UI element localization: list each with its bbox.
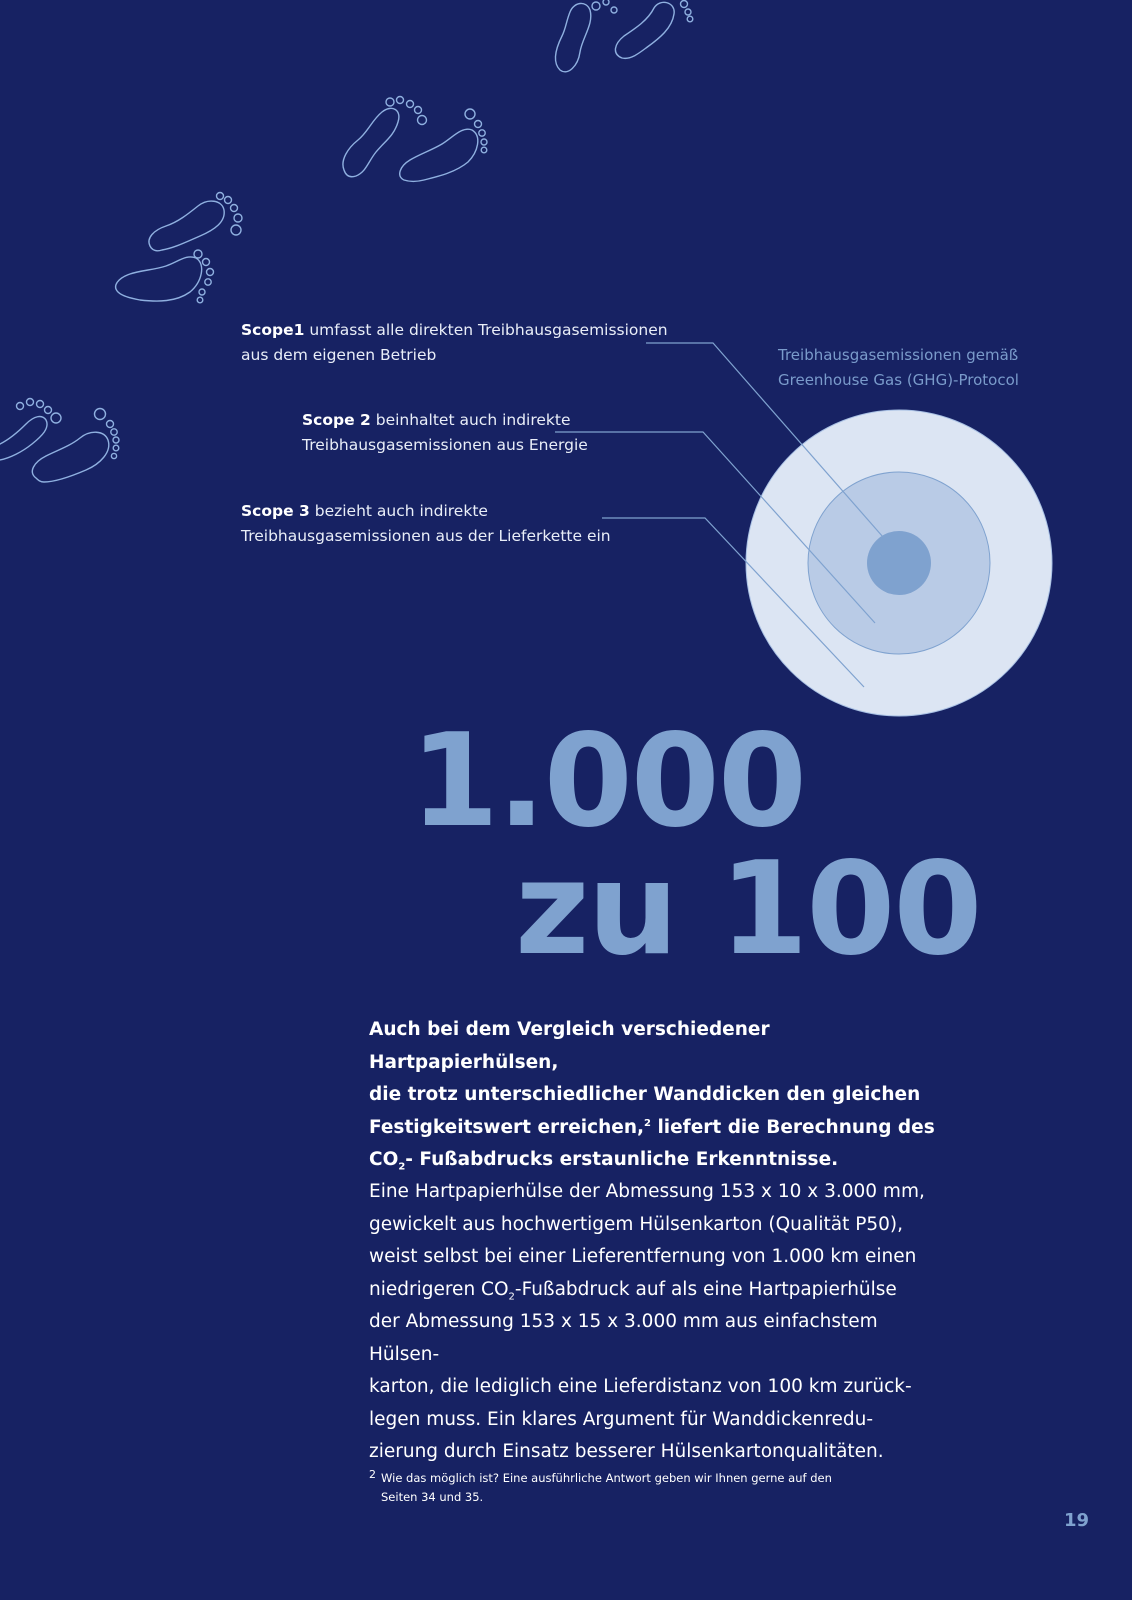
footnote-ref: 2: [644, 1117, 652, 1129]
scope-title: Scope 2: [302, 411, 371, 429]
scope-1-label: [241, 318, 668, 368]
body-line: Eine Hartpapierhülse der Abmessung 153 x 10 x 3.000 mm,: [369, 1181, 925, 1202]
ghg-label-line: Treibhausgasemissionen gemäß: [778, 346, 1019, 364]
footnote: [369, 1469, 869, 1507]
scope-text: Treibhausgasemissionen aus Energie: [302, 436, 588, 454]
body-line: niedrigeren $CO_2$-Fußabdruck auf als eine Hartpapierhülse: [369, 1278, 897, 1303]
ghg-label-line: Greenhouse Gas (GHG)-Protocol: [778, 371, 1019, 389]
body-line: gewickelt aus hochwertigem Hülsenkarton (Qualität P50),: [369, 1213, 904, 1235]
body-line: der Abmessung 153 x 15 x 3.000 mm aus einfachstem Hülsen-: [369, 1311, 878, 1365]
lead-paragraph: [369, 1014, 949, 1177]
lead-line: Auch bei dem Vergleich verschiedener Hartpapierhülsen,: [369, 1019, 770, 1073]
body-line: legen muss. Ein klares Argument für Wanddickenredu-: [369, 1408, 874, 1430]
scope-1-circle: [867, 531, 931, 595]
scope-text: Treibhausgasemissionen aus der Lieferkette ein: [241, 527, 611, 545]
body-line: weist selbst bei einer Lieferentfernung von 1.000 km einen: [369, 1246, 917, 1267]
scope-3-label: [241, 499, 611, 549]
scope-text: beinhaltet auch indirekte: [370, 411, 571, 429]
headline-line-2: zu 100: [515, 835, 981, 984]
headline-line-1: 1.000: [410, 707, 805, 856]
scope-title: Scope 3: [241, 502, 310, 520]
scope-text: aus dem eigenen Betrieb: [241, 346, 437, 364]
scope-text: bezieht auch indirekte: [309, 502, 488, 520]
ghg-protocol-label: [778, 343, 1019, 393]
lead-line: die trotz unterschiedlicher Wanddicken den gleichen: [369, 1084, 921, 1105]
body-line: zierung durch Einsatz besserer Hülsenkartonqualitäten.: [369, 1441, 884, 1462]
body-line: karton, die lediglich eine Lieferdistanz von 100 km zurück-: [369, 1376, 912, 1397]
scope-title: Scope1: [241, 321, 305, 339]
body-paragraph: [369, 1176, 949, 1469]
page-number: 19: [1064, 1510, 1090, 1531]
footnote-text: Wie das möglich ist? Eine ausführliche Antwort geben wir Ihnen gerne auf den: [381, 1471, 832, 1485]
scope-text: umfasst alle direkten Treibhausgasemissionen: [304, 321, 668, 339]
scope-2-label: [302, 408, 588, 458]
lead-line: $CO_2-$ Fußabdrucks erstaunliche Erkenntnisse.: [369, 1149, 839, 1173]
lead-line: Festigkeitswert erreichen,$^2$ liefert die Berechnung des: [369, 1116, 935, 1138]
footnote-text: Seiten 34 und 35.: [381, 1490, 484, 1504]
footnote-number: 2: [369, 1468, 376, 1481]
